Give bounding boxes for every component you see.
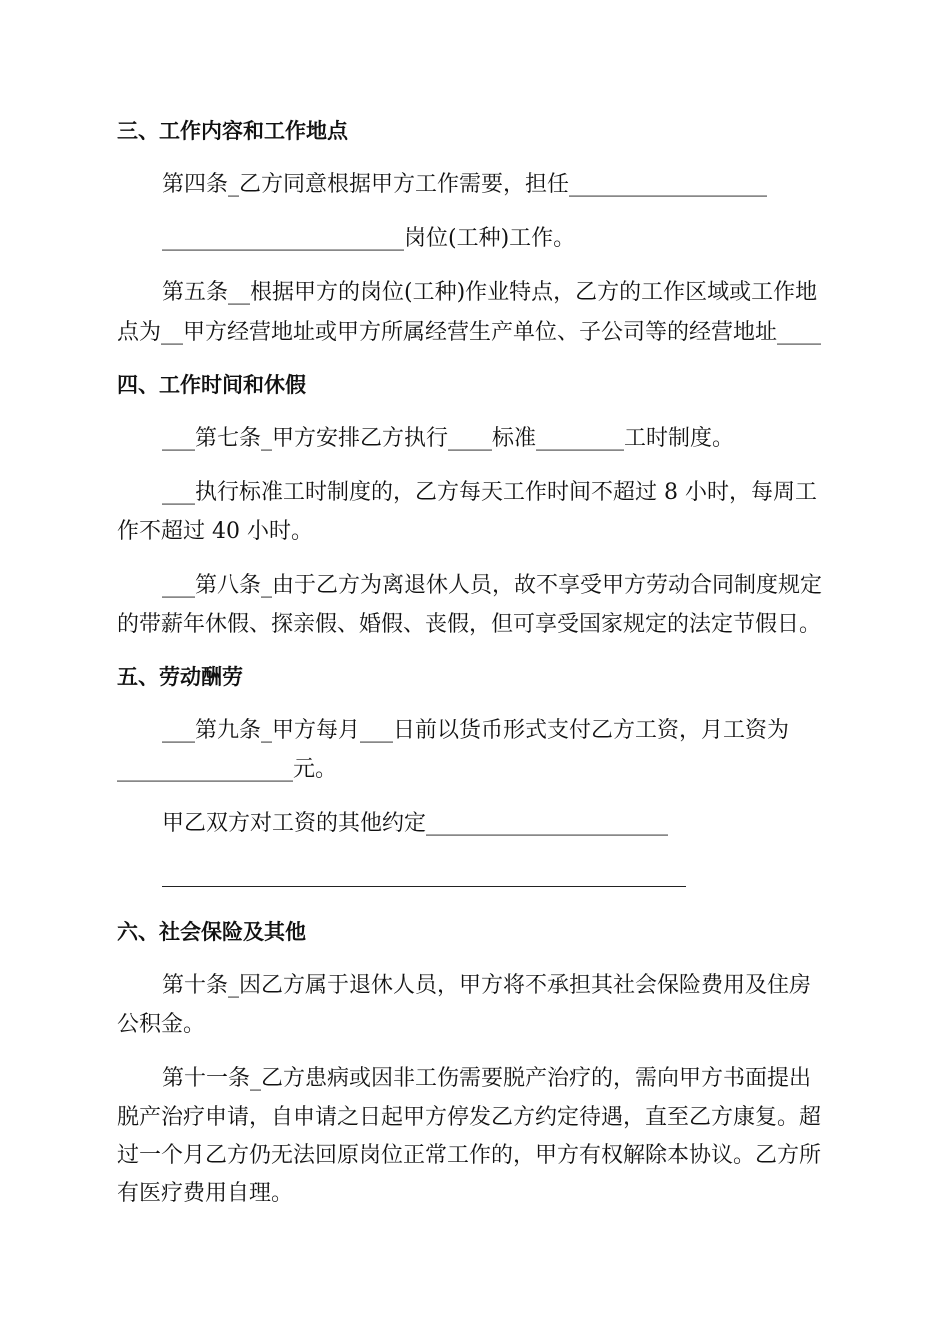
section-heading-remuneration: 五、劳动酬劳 (117, 665, 243, 689)
section-heading-work-time: 四、工作时间和休假 (117, 373, 306, 397)
section-heading-social-insurance: 六、社会保险及其他 (117, 920, 306, 944)
article-10-line-2: 公积金。 (117, 1012, 206, 1037)
article-8-line-2: 的带薪年休假、探亲假、婚假、丧假，但可享受国家规定的法定节假日。 (117, 612, 822, 637)
blank-underline (162, 886, 686, 887)
article-7-line-1: ___第七条_甲方安排乙方执行____标准________工时制度。 (162, 426, 735, 451)
article-8-line-1: ___第八条_由于乙方为离退休人员，故不享受甲方劳动合同制度规定 (162, 573, 823, 598)
article-9-line-2: ________________元。 (117, 757, 338, 782)
article-11-line-4: 有医疗费用自理。 (117, 1181, 294, 1206)
section-heading-work-content: 三、工作内容和工作地点 (117, 119, 348, 143)
article-11-line-2: 脱产治疗申请，自申请之日起甲方停发乙方约定待遇，直至乙方康复。超 (117, 1105, 822, 1130)
article-9-line-3: 甲乙双方对工资的其他约定______________________ (162, 811, 669, 836)
article-5-line-2: 点为__甲方经营地址或甲方所属经营生产单位、子公司等的经营地址____ (117, 320, 822, 345)
article-11-line-1: 第十一条_乙方患病或因非工伤需要脱产治疗的，需向甲方书面提出 (162, 1066, 812, 1091)
article-10-line-1: 第十条_因乙方属于退休人员，甲方将不承担其社会保险费用及住房 (162, 973, 812, 998)
article-4-line-2: ______________________岗位(工种)工作。 (162, 226, 576, 251)
article-9-line-1: ___第九条_甲方每月___日前以货币形式支付乙方工资，月工资为 (162, 718, 790, 743)
article-7-line-3: 作不超过 40 小时。 (117, 519, 313, 544)
article-4-line-1: 第四条_乙方同意根据甲方工作需要，担任__________________ (162, 172, 768, 197)
article-11-line-3: 过一个月乙方仍无法回原岗位正常工作的，甲方有权解除本协议。乙方所 (117, 1143, 822, 1168)
article-7-line-2: ___执行标准工时制度的，乙方每天工作时间不超过 8 小时，每周工 (162, 480, 817, 505)
article-5-line-1: 第五条__根据甲方的岗位(工种)作业特点，乙方的工作区域或工作地 (162, 280, 818, 305)
